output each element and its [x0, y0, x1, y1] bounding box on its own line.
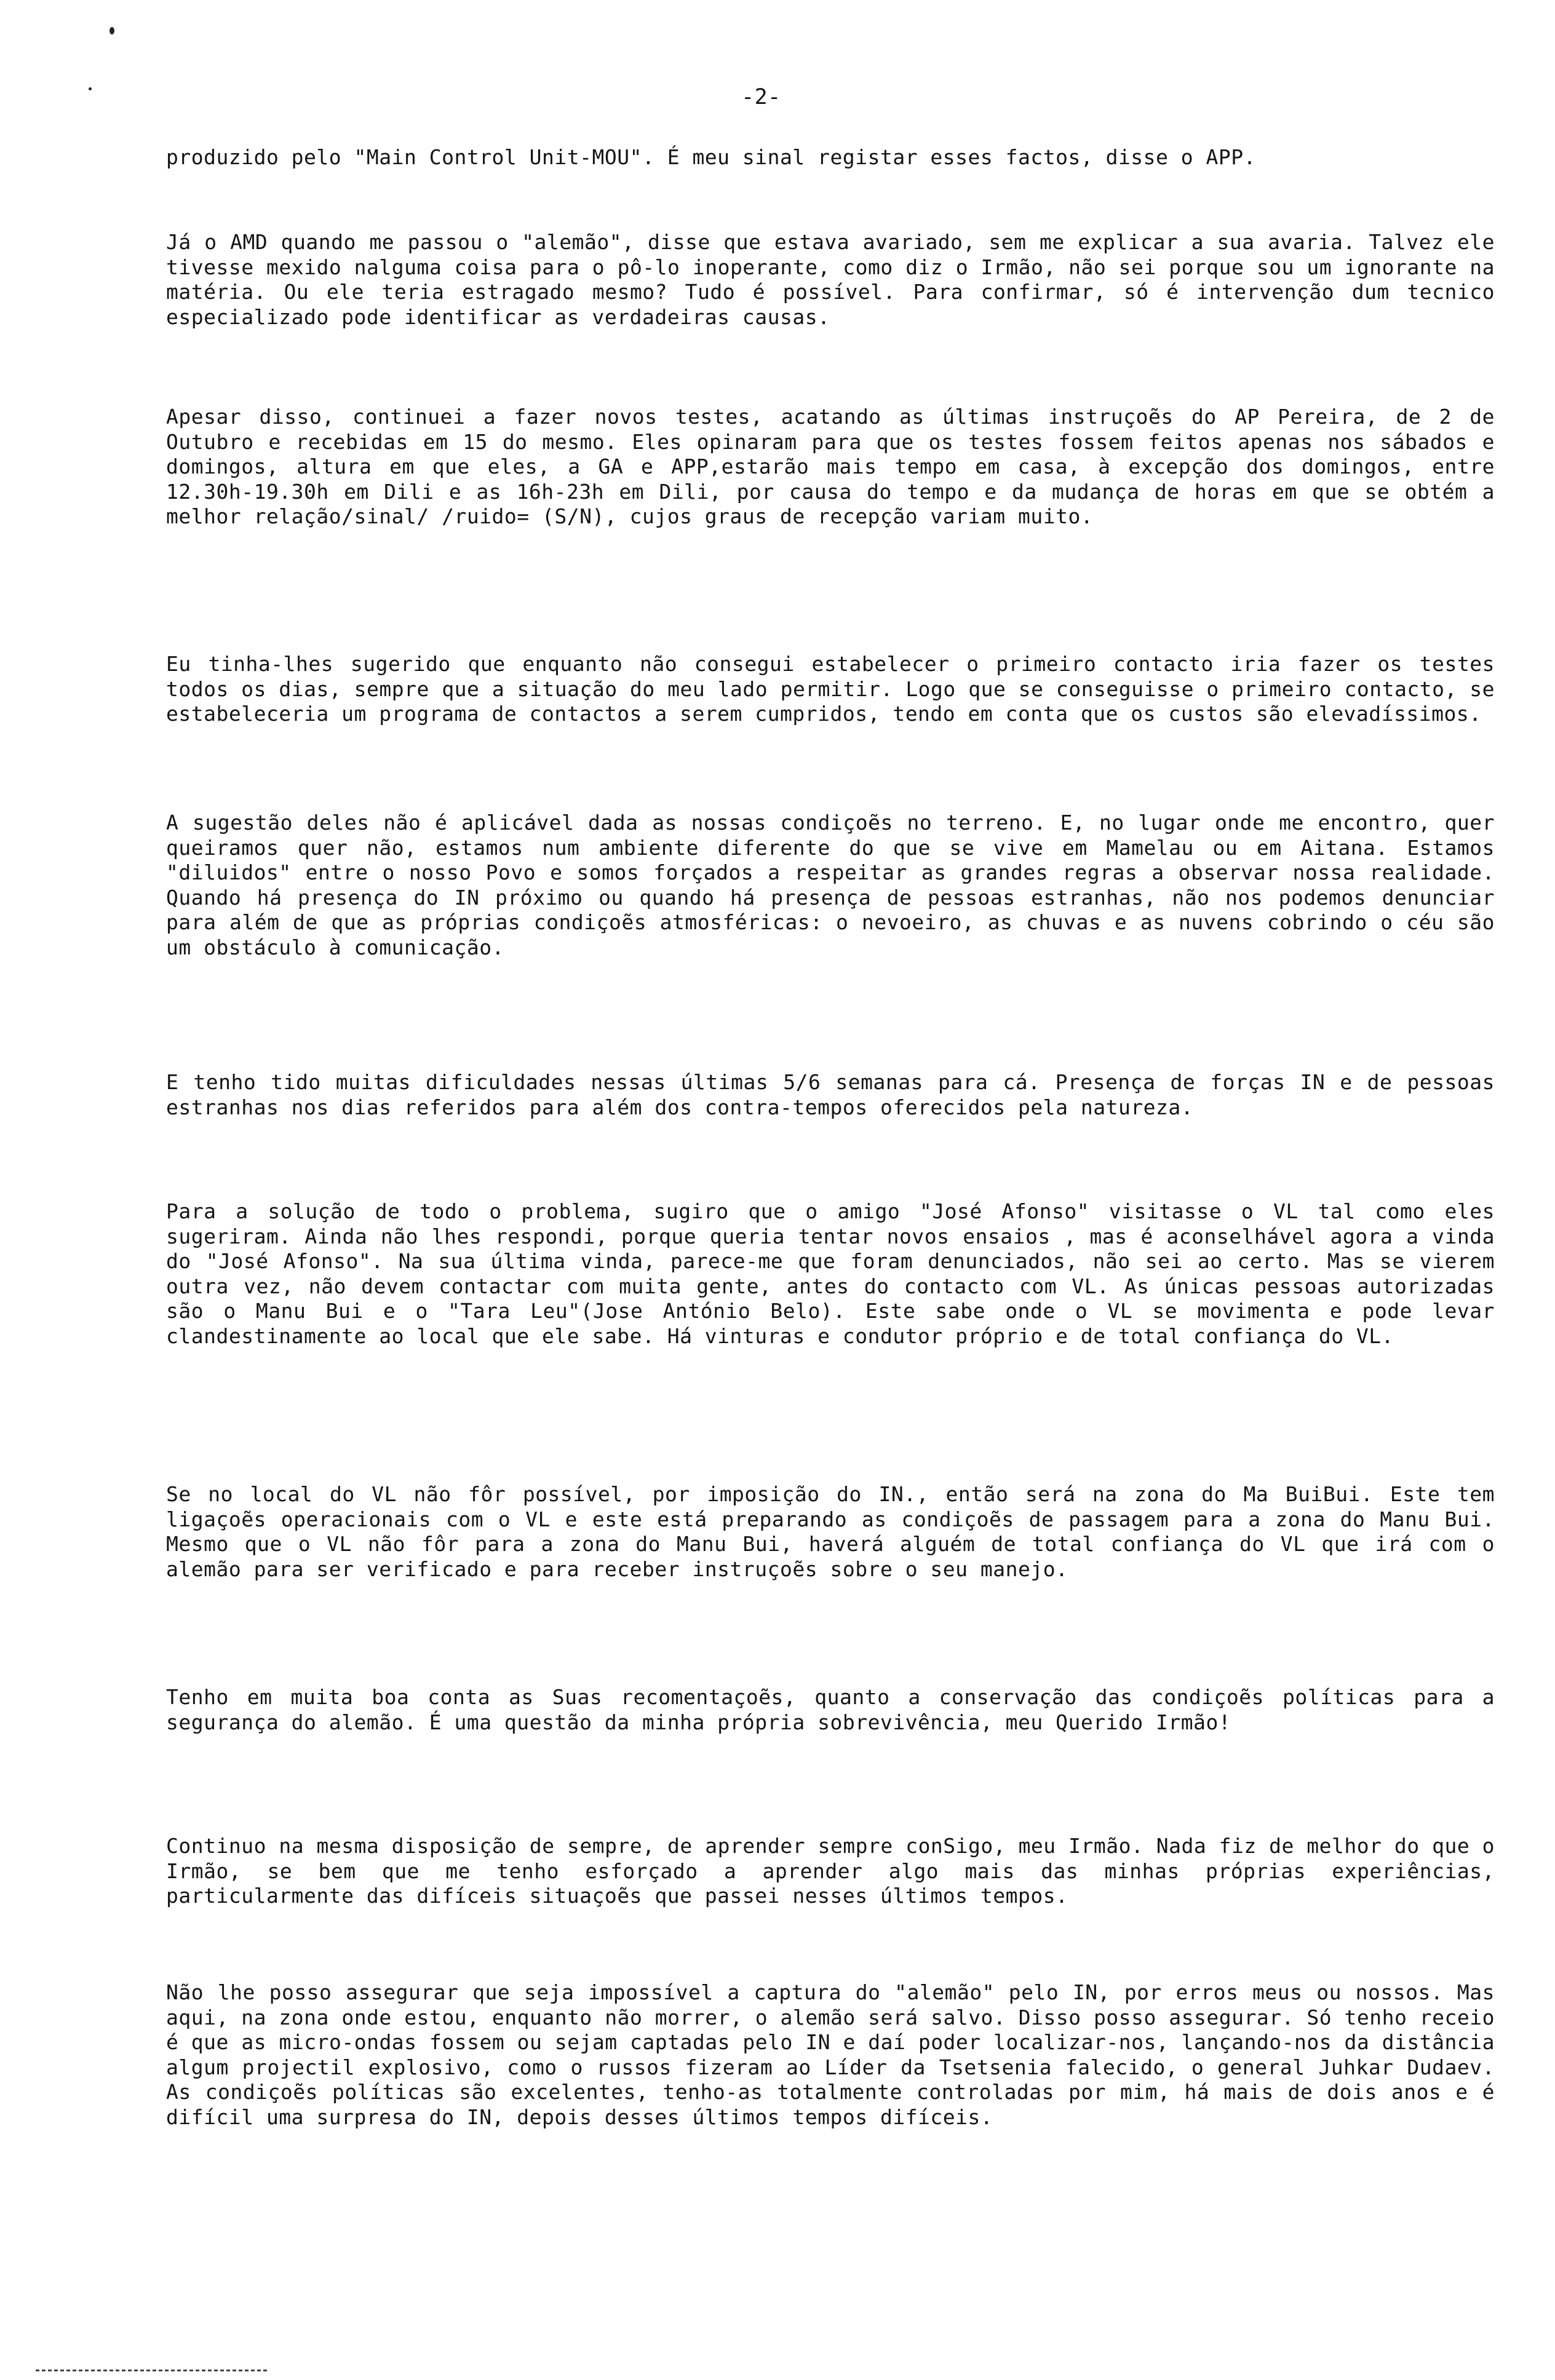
paragraph: Continuo na mesma disposição de sempre, de aprender sempre conSigo, meu Irmão. Nada fiz de melhor do que o Irmão, se bem que me tenho esforçado a aprender algo mais das minhas próprias experiências, particularmente das difíceis situaçoẽs que passei nesses últimos tempos. [166, 1834, 1495, 1908]
paragraph: Se no local do VL não fôr possível, por imposição do IN., então será na zona do Ma BuiBui. Este tem ligaçoẽs operacionais com o VL e este está preparando as condiçoẽs de passagem para a zona do Manu Bui. Mesmo que o VL não fôr para a zona do Manu Bui, haverá alguém de total confiança do VL que irá com o alemão para ser verificado e para receber instruçoẽs sobre o seu manejo. [166, 1482, 1495, 1581]
scan-speck [109, 27, 114, 34]
paragraph: Não lhe posso assegurar que seja impossível a captura do "alemão" pelo IN, por erros meus ou nossos. Mas aqui, na zona onde estou, enquanto não morrer, o alemão será salvo. Disso posso assegurar. Só tenho receio é que as micro-ondas fossem ou sejam captadas pelo IN e daí poder localizar-nos, lançando-nos da distância algum projectil explosivo, como o russos fizeram ao Líder da Tsetsenia falecido, o general Juhkar Dudaev. As condiçoẽs políticas são excelentes, tenho-as totalmente controladas por mim, há mais de dois anos e é difícil uma surpresa do IN, depois desses últimos tempos difíceis. [166, 1980, 1495, 2129]
scan-edge-line [36, 2370, 269, 2371]
paragraph: Para a solução de todo o problema, sugiro que o amigo "José Afonso" visitasse o VL tal como eles sugeriram. Ainda não lhes respondi, porque queria tentar novos ensaios , mas é aconselhável agora a vinda do "José Afonso". Na sua última vinda, parece-me que foram denunciados, não sei ao certo. Mas se vierem outra vez, não devem contactar com muita gente, antes do contacto com VL. As únicas pessoas autorizadas são o Manu Bui e o "Tara Leu"(Jose António Belo). Este sabe onde o VL se movimenta e pode levar clandestinamente ao local que ele sabe. Há vinturas e condutor próprio e de total confiança do VL. [166, 1199, 1495, 1348]
page-number: -2- [741, 85, 781, 109]
paragraph: Já o AMD quando me passou o "alemão", disse que estava avariado, sem me explicar a sua avaria. Talvez ele tivesse mexido nalguma coisa para o pô-lo inoperante, como diz o Irmão, não sei porque sou um ignorante na matéria. Ou ele teria estragado mesmo? Tudo é possível. Para confirmar, só é intervenção dum tecnico especializado pode identificar as verdadeiras causas. [166, 230, 1495, 329]
paragraph: E tenho tido muitas dificuldades nessas últimas 5/6 semanas para cá. Presença de forças IN e de pessoas estranhas nos dias referidos para além dos contra-tempos oferecidos pela natureza. [166, 1070, 1495, 1119]
paragraph: Tenho em muita boa conta as Suas recomentaçoẽs, quanto a conservação das condiçoẽs políticas para a segurança do alemão. É uma questão da minha própria sobrevivência, meu Querido Irmão! [166, 1685, 1495, 1734]
scan-speck [89, 87, 92, 90]
paragraph: Eu tinha-lhes sugerido que enquanto não consegui estabelecer o primeiro contacto iria fazer os testes todos os dias, sempre que a situação do meu lado permitir. Logo que se conseguisse o primeiro contacto, se estabeleceria um programa de contactos a serem cumpridos, tendo em conta que os custos são elevadíssimos. [166, 652, 1495, 726]
paragraph: A sugestão deles não é aplicável dada as nossas condiçoẽs no terreno. E, no lugar onde me encontro, quer queiramos quer não, estamos num ambiente diferente do que se vive em Mamelau ou em Aitana. Estamos "diluidos" entre o nosso Povo e somos forçados a respeitar as grandes regras a observar nossa realidade. Quando há presença do IN próximo ou quando há presença de pessoas estranhas, não nos podemos denunciar para além de que as próprias condiçoẽs atmosféricas: o nevoeiro, as chuvas e as nuvens cobrindo o céu são um obstáculo à comunicação. [166, 811, 1495, 959]
paragraph: Apesar disso, continuei a fazer novos testes, acatando as últimas instruçoẽs do AP Pereira, de 2 de Outubro e recebidas em 15 do mesmo. Eles opinaram para que os testes fossem feitos apenas nos sábados e domingos, altura em que eles, a GA e APP,estarão mais tempo em casa, à excepção dos domingos, entre 12.30h-19.30h em Dili e as 16h-23h em Dili, por causa do tempo e da mudança de horas em que se obtém a melhor relação/sinal/ /ruido= (S/N), cujos graus de recepção variam muito. [166, 405, 1495, 528]
paragraph: produzido pelo "Main Control Unit-MOU". É meu sinal registar esses factos, disse o APP. [166, 145, 1256, 169]
